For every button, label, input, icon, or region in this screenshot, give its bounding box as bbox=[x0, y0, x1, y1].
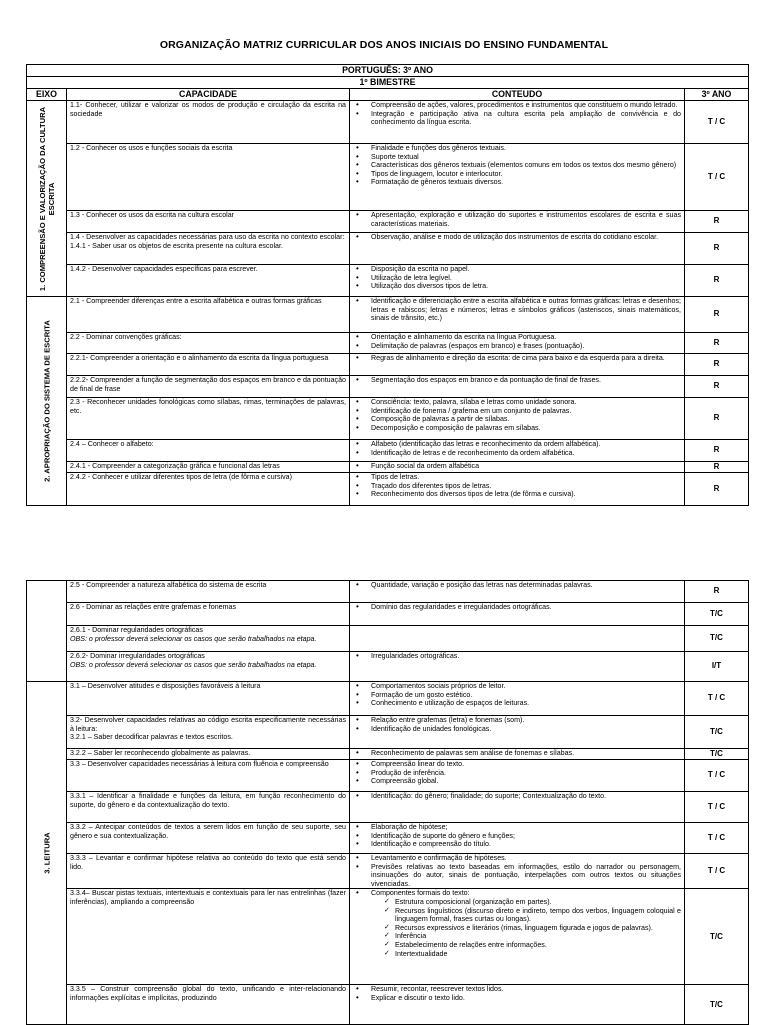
content-item: • Decomposição e composição de palavras em sílabas. bbox=[371, 424, 681, 433]
capacity-text: 1.4.1 - Saber usar os objetos de escrita presente na cultura escolar. bbox=[70, 241, 283, 250]
table-row bbox=[27, 581, 749, 603]
capacity-text: 1.1- Conhecer, utilizar e valorizar os modos de produção e circulação da escrita na sociedade bbox=[70, 101, 346, 118]
content-cell bbox=[350, 792, 685, 823]
year-code-cell: R bbox=[685, 440, 749, 462]
content-cell bbox=[350, 473, 685, 506]
capacity-cell bbox=[67, 297, 350, 333]
year-code-cell: R bbox=[685, 398, 749, 440]
content-list bbox=[353, 265, 681, 291]
year-code-cell: T / C bbox=[685, 101, 749, 144]
capacity-text: 2.6.2- Dominar irregularidades ortográficas bbox=[70, 652, 205, 660]
table-row bbox=[27, 333, 749, 354]
content-list bbox=[353, 682, 681, 708]
content-cell bbox=[350, 440, 685, 462]
table-row bbox=[27, 854, 749, 889]
content-subitem: ✓ Intertextualidade bbox=[395, 950, 681, 959]
capacity-text: 1.4.2 - Desenvolver capacidades específicas para escrever. bbox=[70, 265, 258, 273]
content-list bbox=[353, 889, 681, 958]
content-item: • Traçado dos diferentes tipos de letras. bbox=[371, 482, 681, 491]
capacity-text: 2.2 - Dominar convenções gráficas: bbox=[70, 333, 182, 341]
content-list bbox=[353, 603, 681, 612]
content-cell bbox=[350, 760, 685, 792]
content-item: • Identificação e diferenciação entre a escrita alfabética e outras formas gráficas: letras e desenhos; letras e rabiscos; letras e números; letras e símbolos gráficos (asteriscos, sinais matemáticos, sinais de trânsito, etc.) bbox=[371, 297, 681, 323]
content-item: • Conhecimento e utilização de espaços de leituras. bbox=[371, 699, 681, 708]
content-item: • Explicar e discutir o texto lido. bbox=[371, 994, 681, 1003]
capacity-text: 2.4.2 - Conhecer e utilizar diferentes tipos de letra (de fôrma e cursiva) bbox=[70, 473, 292, 481]
content-cell bbox=[350, 581, 685, 603]
year-code-cell: I/T bbox=[685, 652, 749, 682]
content-item: • Quantidade, variação e posição das letras nas determinadas palavras. bbox=[371, 581, 681, 590]
content-cell bbox=[350, 376, 685, 398]
capacity-cell bbox=[67, 749, 350, 760]
content-subitem: ✓ Estrutura composicional (organização em partes). bbox=[395, 898, 681, 907]
content-list bbox=[353, 144, 681, 187]
content-item: • Observação, análise e modo de utilização dos instrumentos de escrita do cotidiano escolar. bbox=[371, 233, 681, 242]
table-row bbox=[27, 682, 749, 716]
year-code-cell: R bbox=[685, 376, 749, 398]
content-list bbox=[353, 398, 681, 432]
capacity-text: 2.5 - Compreender a natureza alfabética do sistema de escrita bbox=[70, 581, 267, 589]
content-list bbox=[353, 462, 681, 471]
year-code-cell: T / C bbox=[685, 760, 749, 792]
content-list bbox=[353, 376, 681, 385]
content-subitem: ✓ Inferência bbox=[395, 932, 681, 941]
content-cell bbox=[350, 823, 685, 854]
axis-sistema-escrita bbox=[27, 297, 67, 506]
capacity-text: 3.3.2 – Antecipar conteúdos de textos a serem lidos em função de seu suporte, seu gênero e sua contextualização. bbox=[70, 823, 346, 840]
axis-label: 1. COMPREENSÃO E VALORIZAÇÃO DA CULTURA ESCRITA bbox=[37, 106, 56, 291]
capacity-cell bbox=[67, 716, 350, 749]
content-cell bbox=[350, 682, 685, 716]
content-cell bbox=[350, 985, 685, 1025]
year-code-cell: R bbox=[685, 333, 749, 354]
content-list bbox=[353, 333, 681, 350]
capacity-text: 2.4.1 - Compreender a categorização gráfica e funcional das letras bbox=[70, 462, 280, 470]
capacity-cell bbox=[67, 626, 350, 652]
table-row bbox=[27, 749, 749, 760]
year-code-cell: R bbox=[685, 211, 749, 233]
capacity-text: 1.2 - Conhecer os usos e funções sociais da escrita bbox=[70, 144, 233, 152]
content-item: • Características dos gêneros textuais (elementos comuns em todos os textos dos mesmo gênero) bbox=[371, 161, 681, 170]
capacity-text: 3.3 – Desenvolver capacidades necessárias à leitura com fluência e compreensão bbox=[70, 760, 329, 768]
content-cell bbox=[350, 144, 685, 211]
content-item: • Delimitação de palavras (espaços em branco) e frases (pontuação). bbox=[371, 342, 681, 351]
axis-label: 2. APROPRIAÇÃO DO SISTEMA DE ESCRITA bbox=[42, 320, 51, 482]
content-column-header: CONTEUDO bbox=[350, 89, 685, 101]
table-row bbox=[27, 233, 749, 265]
content-item: • Identificação de fonema / grafema em um conjunto de palavras. bbox=[371, 407, 681, 416]
capacity-cell bbox=[67, 440, 350, 462]
year-code-cell: R bbox=[685, 581, 749, 603]
subject-header: PORTUGUÊS: 3º ANO bbox=[27, 65, 749, 77]
content-item: • Identificação e compreensão do título. bbox=[371, 840, 681, 849]
table-row bbox=[27, 297, 749, 333]
axis-continuation bbox=[27, 581, 67, 682]
axis-cultura-escrita bbox=[27, 101, 67, 297]
content-item: • Composição de palavras a partir de sílabas. bbox=[371, 415, 681, 424]
content-item: • Regras de alinhamento e direção da escrita: de cima para baixo e da esquerda para a direita. bbox=[371, 354, 681, 363]
year-code-cell: R bbox=[685, 354, 749, 376]
capacity-cell bbox=[67, 792, 350, 823]
content-item: • Formatação de gêneros textuais diversos. bbox=[371, 178, 681, 187]
content-list bbox=[353, 354, 681, 363]
year-code-cell: T/C bbox=[685, 985, 749, 1025]
year-code-cell: T / C bbox=[685, 792, 749, 823]
content-item: • Disposição da escrita no papel. bbox=[371, 265, 681, 274]
content-item: • Produção de inferência. bbox=[371, 769, 681, 778]
content-item: • Consciência: texto, palavra, sílaba e letras como unidade sonora. bbox=[371, 398, 681, 407]
capacity-text: 3.1 – Desenvolver atitudes e disposições favoráveis à leitura bbox=[70, 682, 261, 690]
year-code-cell: T / C bbox=[685, 682, 749, 716]
capacity-text: 2.3 - Reconhecer unidades fonológicas como sílabas, rimas, terminações de palavras, etc. bbox=[70, 398, 346, 415]
content-list bbox=[353, 652, 681, 661]
table-row bbox=[27, 985, 749, 1025]
year-code-cell: T/C bbox=[685, 749, 749, 760]
content-item: • Comportamentos sociais próprios de leitor. bbox=[371, 682, 681, 691]
content-list bbox=[353, 985, 681, 1002]
table-row bbox=[27, 440, 749, 462]
teacher-note: OBS: o professor deverá selecionar os casos que serão trabalhados na etapa. bbox=[70, 660, 317, 669]
content-item: • Tipos de letras. bbox=[371, 473, 681, 482]
content-item: • Elaboração de hipótese; bbox=[371, 823, 681, 832]
year-column-header: 3º ANO bbox=[685, 89, 749, 101]
content-subitem: ✓ Recursos expressivos e literários (rimas, linguagem figurada e jogos de palavras). bbox=[395, 924, 681, 933]
capacity-cell bbox=[67, 376, 350, 398]
content-list bbox=[353, 854, 681, 888]
year-code-cell: T/C bbox=[685, 889, 749, 985]
capacity-cell bbox=[67, 581, 350, 603]
content-item: • Identificação de letras e de reconhecimento da ordem alfabética. bbox=[371, 449, 681, 458]
year-code-cell: R bbox=[685, 462, 749, 473]
table-row bbox=[27, 652, 749, 682]
table-row bbox=[27, 265, 749, 297]
content-sublist bbox=[371, 898, 681, 958]
content-cell bbox=[350, 354, 685, 376]
year-code-cell: T/C bbox=[685, 603, 749, 626]
content-list bbox=[353, 297, 681, 323]
table-row bbox=[27, 716, 749, 749]
capacity-text: 3.2.1 – Saber decodificar palavras e textos escritos. bbox=[70, 733, 233, 742]
capacity-cell bbox=[67, 398, 350, 440]
capacity-text: 1.3 - Conhecer os usos da escrita na cultura escolar bbox=[70, 211, 235, 219]
content-cell bbox=[350, 603, 685, 626]
capacity-cell bbox=[67, 473, 350, 506]
capacity-cell bbox=[67, 760, 350, 792]
content-item: • Identificação de suporte do gênero e funções; bbox=[371, 832, 681, 841]
content-item: • Tipos de linguagem, locutor e interlocutor. bbox=[371, 170, 681, 179]
table-row bbox=[27, 144, 749, 211]
capacity-cell bbox=[67, 265, 350, 297]
table-row bbox=[27, 626, 749, 652]
capacity-text: 2.6 - Dominar as relações entre grafemas e fonemas bbox=[70, 603, 236, 611]
capacity-cell bbox=[67, 333, 350, 354]
capacity-text: 2.2.1- Compreender a orientação e o alinhamento da escrita da língua portuguesa bbox=[70, 354, 329, 362]
capacity-text: 2.4 – Conhecer o alfabeto: bbox=[70, 440, 154, 448]
capacity-text: 2.2.2- Compreender a função de segmentação dos espaços em branco e da pontuação de final de frase bbox=[70, 376, 346, 393]
content-item: • Reconhecimento dos diversos tipos de letra (de fôrma e cursiva). bbox=[371, 490, 681, 499]
content-item: • Suporte textual bbox=[371, 153, 681, 162]
curriculum-table-1 bbox=[26, 64, 749, 506]
table-row bbox=[27, 792, 749, 823]
capacity-cell bbox=[67, 354, 350, 376]
content-list bbox=[353, 716, 681, 733]
table-row bbox=[27, 211, 749, 233]
content-list bbox=[353, 473, 681, 499]
capacity-cell bbox=[67, 985, 350, 1025]
content-item: • Segmentação dos espaços em branco e da pontuação de final de frases. bbox=[371, 376, 681, 385]
content-cell bbox=[350, 889, 685, 985]
content-item: • Utilização de letra legível. bbox=[371, 274, 681, 283]
axis-label: 3. LEITURA bbox=[42, 832, 51, 874]
content-cell bbox=[350, 749, 685, 760]
content-item: • Integração e participação ativa na cultura escrita pela ampliação de convivência e do conhecimento da língua escrita. bbox=[371, 110, 681, 127]
content-item: • Componentes formais do texto: bbox=[371, 889, 681, 898]
capacity-text: 2.6.1 - Dominar regularidades ortográficas bbox=[70, 626, 203, 634]
content-item: • Domínio das regularidades e irregularidades ortográficas. bbox=[371, 603, 681, 612]
table-row bbox=[27, 603, 749, 626]
content-list bbox=[353, 792, 681, 801]
year-code-cell: R bbox=[685, 297, 749, 333]
content-item: • Previsões relativas ao texto baseadas em informações, estilo do narrador ou personagem, insinuações do autor, sinais de pontuação, interpelações com outros textos ou situações vivenciadas. bbox=[371, 863, 681, 889]
curriculum-table-2 bbox=[26, 580, 749, 1025]
year-code-cell: T / C bbox=[685, 854, 749, 889]
capacity-cell bbox=[67, 462, 350, 473]
capacity-text: 1.4 - Desenvolver as capacidades necessárias para uso da escrita no contexto escolar: bbox=[70, 233, 345, 241]
content-item: • Relação entre grafemas (letra) e fonemas (som). bbox=[371, 716, 681, 725]
content-list bbox=[353, 440, 681, 457]
content-list bbox=[353, 749, 681, 758]
table-row bbox=[27, 398, 749, 440]
content-item: • Formação de um gosto estético. bbox=[371, 691, 681, 700]
table-row bbox=[27, 101, 749, 144]
table-row bbox=[27, 823, 749, 854]
content-item: • Alfabeto (identificação das letras e reconhecimento da ordem alfabética). bbox=[371, 440, 681, 449]
capacity-cell bbox=[67, 652, 350, 682]
capacity-cell bbox=[67, 233, 350, 265]
content-list bbox=[353, 581, 681, 590]
content-item: • Função social da ordem alfabética bbox=[371, 462, 681, 471]
year-code-cell: R bbox=[685, 265, 749, 297]
axis-column-header: EIXO bbox=[27, 89, 67, 101]
content-subitem: ✓ Recursos linguísticos (discurso direto e indireto, tempo dos verbos, linguagem coloquial e linguagem formal, frases curtas ou longas). bbox=[395, 907, 681, 924]
content-cell bbox=[350, 333, 685, 354]
content-cell bbox=[350, 626, 685, 652]
capacity-text: 3.3.4– Buscar pistas textuais, intertextuais e contextuais para ler nas entrelinhas (fazer inferências), ampliando a compreensão bbox=[70, 889, 346, 906]
table-row bbox=[27, 889, 749, 985]
capacity-text: 3.3.3 – Levantar e confirmar hipótese relativa ao conteúdo do texto que está sendo lido. bbox=[70, 854, 346, 871]
capacity-text: 3.2.2 – Saber ler reconhecendo globalmente as palavras. bbox=[70, 749, 251, 757]
capacity-cell bbox=[67, 854, 350, 889]
period-header: 1º BIMESTRE bbox=[27, 77, 749, 89]
content-list bbox=[353, 823, 681, 849]
capacity-cell bbox=[67, 889, 350, 985]
capacity-text: 2.1 - Compreender diferenças entre a escrita alfabética e outras formas gráficas bbox=[70, 297, 322, 305]
content-item: • Identificação de unidades fonológicas. bbox=[371, 725, 681, 734]
table-row bbox=[27, 760, 749, 792]
content-cell bbox=[350, 652, 685, 682]
content-item: • Orientação e alinhamento da escrita na língua Portuguesa. bbox=[371, 333, 681, 342]
content-item: • Utilização dos diversos tipos de letra. bbox=[371, 282, 681, 291]
capacity-cell bbox=[67, 144, 350, 211]
content-cell bbox=[350, 233, 685, 265]
table-row bbox=[27, 473, 749, 506]
table-row bbox=[27, 462, 749, 473]
content-list bbox=[353, 760, 681, 786]
capacity-cell bbox=[67, 682, 350, 716]
year-code-cell: R bbox=[685, 233, 749, 265]
year-code-cell: T / C bbox=[685, 144, 749, 211]
content-cell bbox=[350, 854, 685, 889]
table-row bbox=[27, 354, 749, 376]
content-item: • Resumir, recontar, reescrever textos lidos. bbox=[371, 985, 681, 994]
year-code-cell: T / C bbox=[685, 823, 749, 854]
capacity-cell bbox=[67, 603, 350, 626]
content-item: • Levantamento e confirmação de hipóteses. bbox=[371, 854, 681, 863]
content-subitem: ✓ Estabelecimento de relações entre informações. bbox=[395, 941, 681, 950]
content-cell bbox=[350, 716, 685, 749]
document-title: ORGANIZAÇÃO MATRIZ CURRICULAR DOS ANOS INICIAIS DO ENSINO FUNDAMENTAL bbox=[159, 39, 609, 51]
content-list bbox=[353, 101, 681, 127]
content-item: • Reconhecimento de palavras sem análise de fonemas e sílabas. bbox=[371, 749, 681, 758]
year-code-cell: R bbox=[685, 473, 749, 506]
capacity-cell bbox=[67, 211, 350, 233]
content-cell bbox=[350, 398, 685, 440]
content-item: • Finalidade e funções dos gêneros textuais. bbox=[371, 144, 681, 153]
capacity-text: 3.3.1 – Identificar a finalidade e funções da leitura, em função reconhecimento do suporte, do gênero e da contextualização do texto. bbox=[70, 792, 346, 809]
capacity-text: 3.2- Desenvolver capacidades relativas ao código escrita especificamente necessárias à leitura: bbox=[70, 716, 346, 733]
year-code-cell: T/C bbox=[685, 716, 749, 749]
content-cell bbox=[350, 101, 685, 144]
content-item: • Compreensão de ações, valores, procedimentos e instrumentos que constituem o mundo letrado. bbox=[371, 101, 681, 110]
capacity-cell bbox=[67, 823, 350, 854]
table-row bbox=[27, 376, 749, 398]
content-cell bbox=[350, 462, 685, 473]
content-item: • Apresentação, exploração e utilização do suportes e instrumentos escolares de escrita e suas características materiais. bbox=[371, 211, 681, 228]
content-item: • Identificação: do gênero; finalidade; do suporte; Contextualização do texto. bbox=[371, 792, 681, 801]
content-item: • Compreensão global. bbox=[371, 777, 681, 786]
content-cell bbox=[350, 265, 685, 297]
content-cell bbox=[350, 297, 685, 333]
content-list bbox=[353, 233, 681, 242]
content-item: • Compreensão linear do texto. bbox=[371, 760, 681, 769]
capacity-cell bbox=[67, 101, 350, 144]
teacher-note: OBS: o professor deverá selecionar os casos que serão trabalhados na etapa. bbox=[70, 634, 317, 643]
capacity-column-header: CAPACIDADE bbox=[67, 89, 350, 101]
content-list bbox=[353, 211, 681, 228]
content-cell bbox=[350, 211, 685, 233]
axis-leitura bbox=[27, 682, 67, 1025]
year-code-cell: T/C bbox=[685, 626, 749, 652]
content-item: • Irregularidades ortográficas. bbox=[371, 652, 681, 661]
capacity-text: 3.3.5 – Construir compreensão global do texto, unificando e inter-relacionando informações explícitas e implícitas, produzindo bbox=[70, 985, 346, 1002]
